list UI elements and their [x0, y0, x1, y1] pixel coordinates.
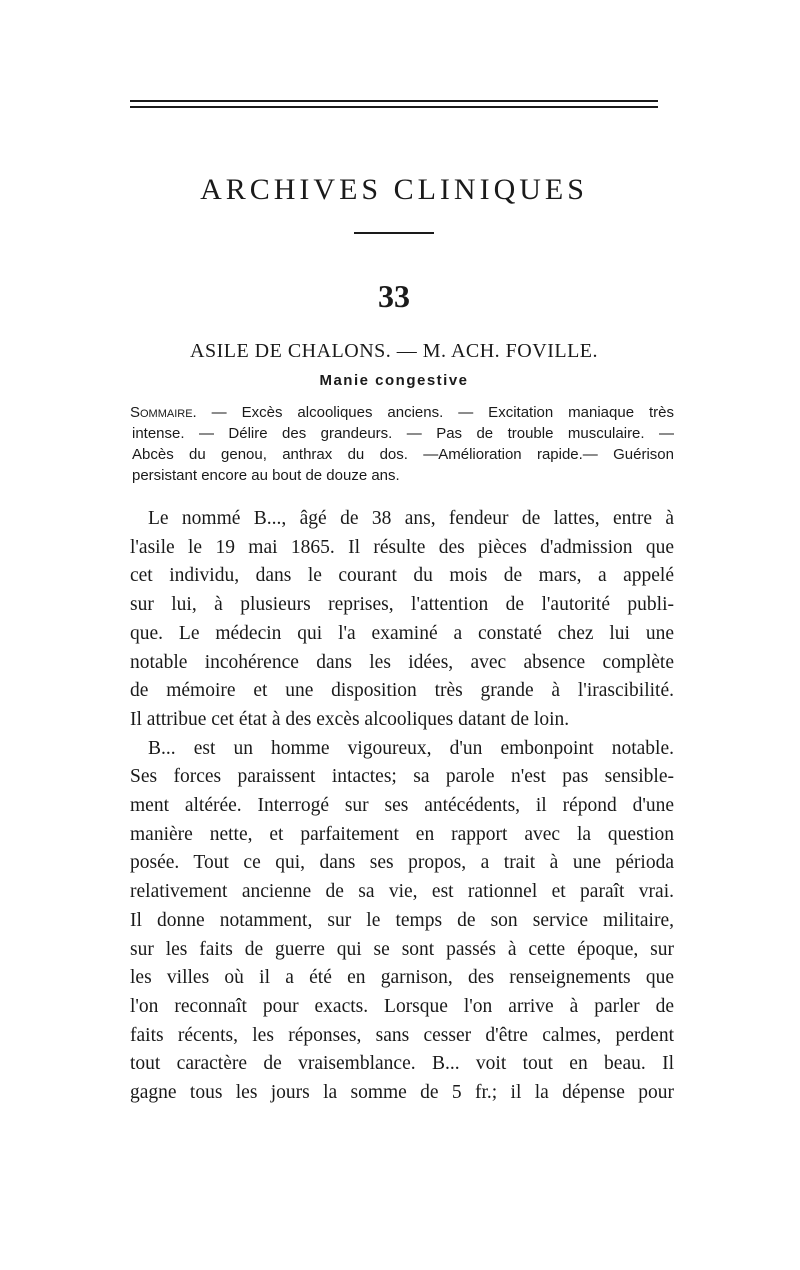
case-title: Manie congestive	[319, 372, 469, 389]
header-double-rule-top	[130, 100, 658, 102]
summary-block	[130, 402, 674, 486]
summary-line: Abcès du genou, anthrax du dos. —Amélioration rapide.— Guérison	[132, 446, 674, 463]
body-line: Il donne notamment, sur le temps de son service militaire,	[130, 909, 674, 931]
body-line: faits récents, les réponses, sans cesser d'être calmes, perdent	[130, 1024, 674, 1046]
body-line: relativement ancienne de sa vie, est rationnel et paraît vrai.	[130, 881, 674, 903]
case-number: 33	[378, 278, 410, 314]
body-line: les villes où il a été en garnison, des renseignements que	[130, 967, 674, 989]
summary-line	[130, 402, 674, 423]
body-text	[130, 505, 674, 1108]
asylum-heading: ASILE DE CHALONS. — M. ACH. FOVILLE.	[190, 340, 598, 362]
body-line: l'asile le 19 mai 1865. Il résulte des pièces d'admission que	[130, 536, 674, 558]
body-line: cet individu, dans le courant du mois de mars, a appelé	[130, 565, 674, 587]
body-line: l'on reconnaît pour exacts. Lorsque l'on arrive à parler de	[130, 995, 674, 1017]
summary-text: — Excès alcooliques anciens. — Excitation maniaque très	[196, 404, 674, 421]
body-line: Le nommé B..., âgé de 38 ans, fendeur de lattes, entre à	[148, 508, 674, 529]
summary-line: persistant encore au bout de douze ans.	[132, 467, 400, 484]
body-line: Il attribue cet état à des excès alcooliques datant de loin.	[130, 708, 570, 730]
title-underline-rule	[354, 232, 434, 234]
body-line: Ses forces paraissent intactes; sa parole n'est pas sensible-	[130, 766, 674, 788]
body-line: posée. Tout ce qui, dans ses propos, a trait à une périoda	[130, 852, 674, 874]
body-line: manière nette, et parfaitement en rapport avec la question	[130, 823, 674, 845]
body-line: sur lui, à plusieurs reprises, l'attention de l'autorité publi-	[130, 594, 674, 616]
header-double-rule-bottom	[130, 106, 658, 108]
body-line: notable incohérence dans les idées, avec absence complète	[130, 651, 674, 673]
body-line: gagne tous les jours la somme de 5 fr.; il la dépense pour	[130, 1082, 674, 1104]
body-line: de mémoire et une disposition très grande à l'irascibilité.	[130, 680, 674, 702]
body-line: tout caractère de vraisemblance. B... voit tout en beau. Il	[130, 1053, 674, 1075]
body-line: ment altérée. Interrogé sur ses antécédents, il répond d'une	[130, 795, 674, 817]
section-title: ARCHIVES CLINIQUES	[200, 173, 588, 206]
body-line: que. Le médecin qui l'a examiné a constaté chez lui une	[130, 622, 674, 644]
body-line: sur les faits de guerre qui se sont passés à cette époque, sur	[130, 938, 674, 960]
body-line: B... est un homme vigoureux, d'un embonpoint notable.	[148, 737, 674, 759]
summary-line: intense. — Délire des grandeurs. — Pas de trouble musculaire. —	[132, 425, 674, 442]
summary-label: Sommaire.	[130, 404, 197, 421]
